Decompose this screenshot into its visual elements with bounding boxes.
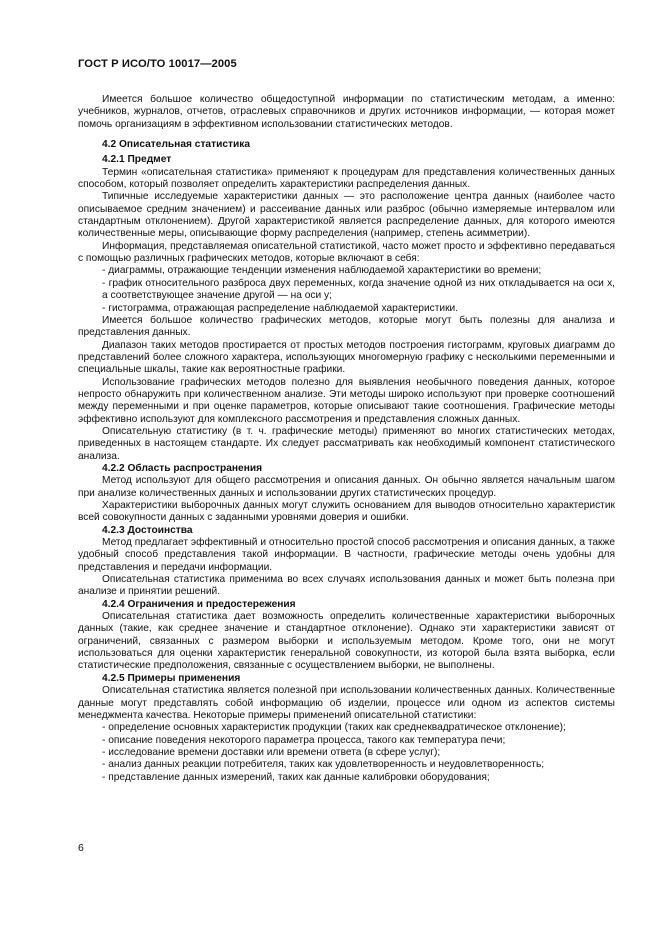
paragraph: Имеется большое количество графических методов, которые могут быть полезны для анализа и представления данных. [78, 314, 615, 339]
page-number: 6 [78, 842, 84, 854]
subsection-heading-4-2-5: 4.2.5 Примеры применения [102, 672, 241, 684]
list-item: - определение основных характеристик продукции (таких как среднеквадратическое отклонение); [102, 722, 566, 734]
list-item: - описание поведения некоторого параметра процесса, такого как температура печи; [102, 734, 506, 746]
page-content [78, 94, 615, 784]
list-item: - график относительного разброса двух переменных, когда значение одной из них откладывается на оси x, а соответствующее значение другой — на оси y; [102, 277, 615, 302]
subsection-heading-4-2-1: 4.2.1 Предмет [102, 154, 172, 166]
page-header: ГОСТ Р ИСО/ТО 10017—2005 [78, 58, 237, 70]
subsection-heading-4-2-2: 4.2.2 Область распространения [102, 462, 263, 474]
paragraph: Характеристики выборочных данных могут служить основанием для выводов относительно характеристик всей совокупности данных с заданными уровнями доверия и ошибки. [78, 500, 615, 524]
paragraph: Метод используют для общего рассмотрения и описания данных. Он обычно является начальным шагом при анализе количественных данных и использовании других статистических процедур. [78, 475, 615, 499]
paragraph: Описательная статистика применима во всех случаях использования данных и может быть полезна при анализе и принятии решений. [78, 574, 615, 598]
list-item: - представление данных измерений, таких как данные калибровки оборудования; [102, 771, 490, 783]
paragraph: Описательная статистика дает возможность определить количественные характеристики выборочных данных (такие, как среднее значение и стандартное отклонение). Однако эти характеристики зависят от ограничений, связанных с размером выборки и используемым методом. Кроме того, они не могут использоваться для оценки характеристик генеральной совокупности, из которой была взята выборка, если статистические предположения, связанные с осуществлением выборки, не выполнены. [78, 611, 615, 672]
section-heading-4-2: 4.2 Описательная статистика [102, 139, 251, 151]
paragraph: Описательную статистику (в т. ч. графические методы) применяют во многих статистических методах, приведенных в настоящем стандарте. Их следует рассматривать как необходимый компонент статистического анализа. [78, 425, 615, 462]
subsection-heading-4-2-4: 4.2.4 Ограничения и предостережения [102, 598, 296, 610]
list-item: - исследование времени доставки или времени ответа (в сфере услуг); [102, 746, 441, 758]
list-item: - анализ данных реакции потребителя, таких как удовлетворенность и неудовлетворенность; [102, 759, 545, 771]
subsection-heading-4-2-3: 4.2.3 Достоинства [102, 524, 193, 536]
paragraph: Типичные исследуемые характеристики данных — это расположение центра данных (наиболее часто описываемое средним значением) и рассеивание данных или разброс (обычно измеряемые интервалом или стандартным отклонением). Другой характеристикой является распределение данных, для которого имеются количественные меры, описывающие форму распределения (например, степень асимметрии). [78, 191, 615, 240]
paragraph: Метод предлагает эффективный и относительно простой способ рассмотрения и описания данных, а также удобный способ представления такой информации. В частности, графические методы очень удобны для представления и передачи информации. [78, 537, 615, 573]
paragraph: Диапазон таких методов простирается от простых методов построения гистограмм, круговых диаграмм до представлений более сложного характера, использующих многомерную графику с несколькими переменными и специальные шкалы, такие как вероятностные графики. [78, 339, 615, 376]
paragraph: Использование графических методов полезно для выявления необычного поведения данных, которое непросто обнаружить при количественном анализе. Эти методы широко используют при проверке соотношений между переменными и при оценке параметров, которые описывают такие соотношения. Графические методы эффективно используют для комплексного рассмотрения и представления сложных данных. [78, 376, 615, 425]
intro-paragraph: Имеется большое количество общедоступной информации по статистическим методам, а именно: учебников, журналов, отчетов, отраслевых справочников и других источников информации, — которая может помочь организациям в эффективном использовании статистических методов. [78, 94, 615, 130]
paragraph: Описательная статистика является полезной при использовании количественных данных. Количественные данные могут представлять собой информацию об изделии, процессе или одном из аспектов системы менеджмента качества. Некоторые примеры применений описательной статистики: [78, 685, 615, 721]
list-item: - гистограмма, отражающая распределение наблюдаемой характеристики. [102, 302, 459, 314]
paragraph: Информация, представляемая описательной статистикой, часто может просто и эффективно передаваться с помощью различных графических методов, которые включают в себя: [78, 240, 615, 265]
list-item: - диаграммы, отражающие тенденции изменения наблюдаемой характеристики во времени; [102, 265, 542, 277]
paragraph: Термин «описательная статистика» применяют к процедурам для представления количественных данных способом, который позволяет определить характеристики распределения данных. [78, 166, 615, 191]
